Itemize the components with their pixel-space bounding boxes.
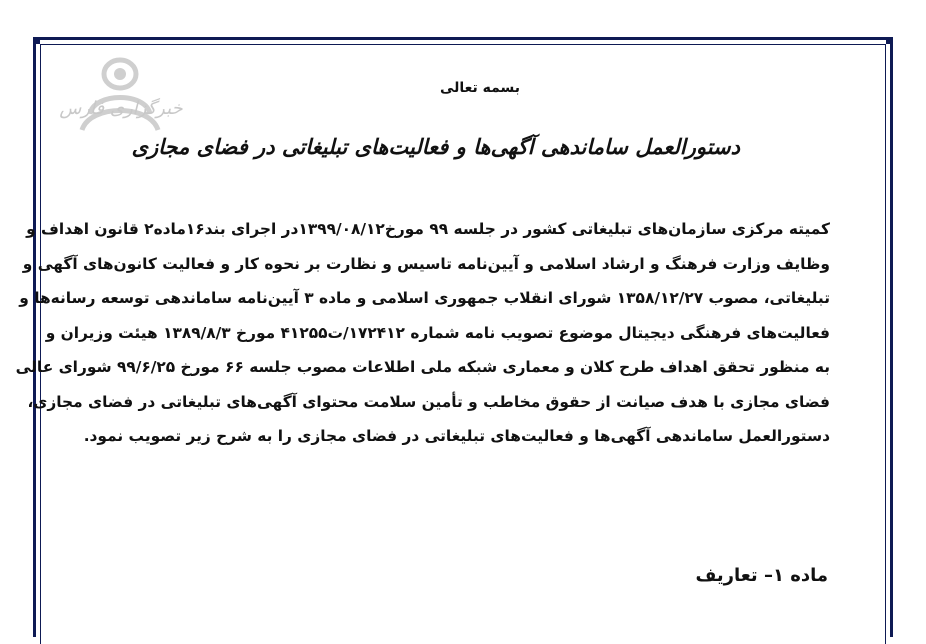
corner-ornament xyxy=(33,37,40,44)
logo-text: خبرگزاری فارس xyxy=(59,98,183,119)
article-heading: ماده ۱– تعاریف xyxy=(695,565,828,586)
paragraph-line: به منظور تحقق اهداف طرح کلان و معماری شبکه ملی اطلاعات مصوب جلسه ۶۶ مورخ ۹۹/۶/۲۵ شورای عالی xyxy=(15,358,830,376)
paragraph-line: فعالیت‌های فرهنگی دیجیتال موضوع تصویب نامه شماره ۱۷۲۴۱۲/ت۴۱۲۵۵ مورخ ۱۳۸۹/۸/۳ هیئت وزیران و xyxy=(45,323,830,342)
paragraph-line: دستورالعمل ساماندهی آگهی‌ها و فعالیت‌های تبلیغاتی در فضای مجازی را به شرح زیر تصویب نمود. xyxy=(83,427,830,445)
paragraph-line: وظایف وزارت فرهنگ و ارشاد اسلامی و آیین‌نامه تاسیس و نظارت بر نحوه کار و فعالیت کانون‌های آگهی و xyxy=(22,254,830,273)
preamble-paragraph xyxy=(15,212,830,454)
corner-ornament xyxy=(886,37,893,44)
paragraph-line: فضای مجازی با هدف صیانت از حقوق مخاطب و تأمین سلامت محتوای آگهی‌های تبلیغاتی در فضای مجازی، xyxy=(27,392,830,411)
basmala: بسمه تعالی xyxy=(439,80,521,96)
document-title: دستورالعمل ساماندهی آگهی‌ها و فعالیت‌های تبلیغاتی در فضای مجازی xyxy=(131,134,740,159)
paragraph-line: تبلیغاتی، مصوب ۱۳۵۸/۱۲/۲۷ شورای انقلاب جمهوری اسلامی و ماده ۳ آیین‌نامه ساماندهی توسعه رسانه‌ها و xyxy=(19,289,830,307)
paragraph-line: کمیته مرکزی سازمان‌های تبلیغاتی کشور در جلسه ۹۹ مورخ۱۳۹۹/۰۸/۱۲در اجرای بند۱۶ماده۲ قانون اهداف و xyxy=(26,220,830,238)
